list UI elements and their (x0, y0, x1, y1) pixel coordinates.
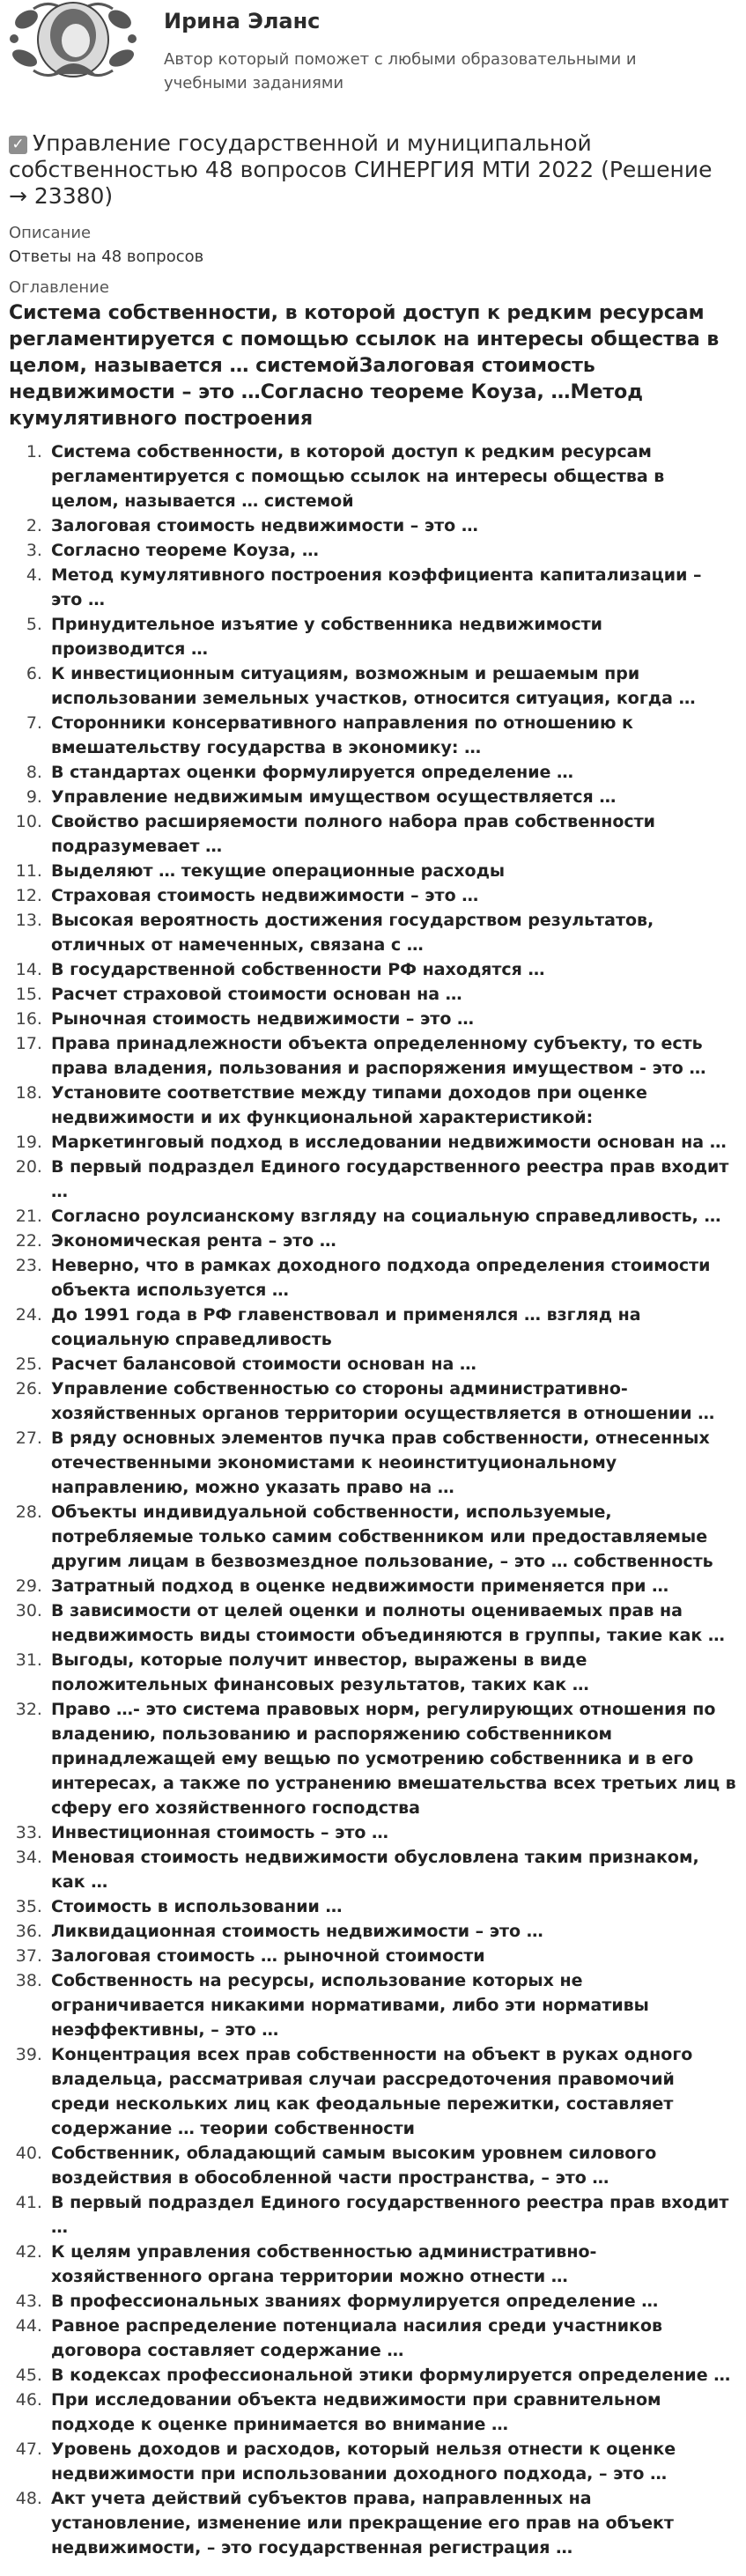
page-title-text: Управление государственной и муниципальной собственностью 48 вопросов СИНЕРГИЯ МТИ 2022 (Решение → 23380) (9, 130, 713, 209)
question-item: 1. Система собственности, в которой доступ к редким ресурсам регламентируется с помощью ссылок на интересы общества в целом, называется … системой (48, 439, 737, 513)
question-item: 36. Ликвидационная стоимость недвижимости – это … (48, 1919, 737, 1944)
question-item: 22. Экономическая рента – это … (48, 1229, 737, 1253)
question-item: 17. Права принадлежности объекта определенному субъекту, то есть права владения, пользования и распоряжения имуществом - это … (48, 1031, 737, 1081)
toc-label: Оглавление (9, 278, 109, 297)
question-item: 29. Затратный подход в оценке недвижимости применяется при … (48, 1574, 737, 1598)
question-item: 3. Согласно теореме Коуза, … (48, 538, 737, 563)
question-item: 2. Залоговая стоимость недвижимости – это … (48, 513, 737, 538)
question-item: 4. Метод кумулятивного построения коэффициента капитализации – это … (48, 563, 737, 612)
question-item: 32. Право …- это система правовых норм, регулирующих отношения по владению, пользованию и распоряжению собственником принадлежащей ему вещью по усмотрению собственника и в его интересах, а также по устранению вмешательства всех третьих лиц в сферу его хозяйственного господства (48, 1697, 737, 1820)
question-item: 46. При исследовании объекта недвижимости при сравнительном подходе к оценке принимается во внимание … (48, 2388, 737, 2437)
question-item: 21. Согласно роулсианскому взгляду на социальную справедливость, … (48, 1204, 737, 1229)
author-name[interactable]: Ирина Эланс (164, 9, 321, 33)
question-item: 48. Акт учета действий субъектов права, направленных на установление, изменение или прекращение его прав на объект недвижимости, – это государственная регистрация … (48, 2486, 737, 2560)
author-info (164, 0, 692, 95)
description-text: Ответы на 48 вопросов (9, 247, 204, 266)
question-item: 6. К инвестиционным ситуациям, возможным и решаемым при использовании земельных участков, относится ситуация, когда … (48, 661, 737, 711)
question-item: 13. Высокая вероятность достижения государством результатов, отличных от намеченных, связана с … (48, 908, 737, 957)
question-item: 7. Сторонники консервативного направления по отношению к вмешательству государства в экономику: … (48, 711, 737, 760)
question-item: 5. Принудительное изъятие у собственника недвижимости производится … (48, 612, 737, 661)
question-item: 11. Выделяют … текущие операционные расходы (48, 859, 737, 883)
question-item: 38. Собственность на ресурсы, использование которых не ограничивается никакими нормативами, либо эти нормативы неэффективны, – это … (48, 1968, 737, 2042)
page-title (9, 130, 737, 210)
question-item: 20. В первый подраздел Единого государственного реестра прав входит … (48, 1155, 737, 1204)
question-item: 14. В государственной собственности РФ находятся … (48, 957, 737, 982)
description-label: Описание (9, 224, 92, 242)
question-item: 26. Управление собственностью со стороны административно-хозяйственных органов территории осуществляется в отношении … (48, 1377, 737, 1426)
question-item: 35. Стоимость в использовании … (48, 1894, 737, 1919)
toc-summary: Система собственности, в которой доступ к редким ресурсам регламентируется с помощью ссылок на интересы общества в целом, называется … системойЗалоговая стоимость недвижимости – это …Согласно теореме Коуза, …Метод кумулятивного построения (9, 302, 720, 430)
question-item: 31. Выгоды, которые получит инвестор, выражены в виде положительных финансовых результатов, таких как … (48, 1648, 737, 1697)
question-item: 9. Управление недвижимым имуществом осуществляется … (48, 785, 737, 809)
question-item: 16. Рыночная стоимость недвижимости – это … (48, 1007, 737, 1031)
question-item: 8. В стандартах оценки формулируется определение … (48, 760, 737, 785)
question-item: 47. Уровень доходов и расходов, который нельзя отнести к оценке недвижимости при использовании доходного подхода, – это … (48, 2437, 737, 2486)
question-item: 10. Свойство расширяемости полного набора прав собственности подразумевает … (48, 809, 737, 859)
question-item: 30. В зависимости от целей оценки и полноты оцениваемых прав на недвижимость виды стоимости объединяются в группы, такие как … (48, 1598, 737, 1648)
question-item: 18. Установите соответствие между типами доходов при оценке недвижимости и их функциональной характеристикой: (48, 1081, 737, 1130)
question-list (9, 439, 737, 2560)
question-item: 43. В профессиональных званиях формулируется определение … (48, 2289, 737, 2314)
question-item: 12. Страховая стоимость недвижимости – это … (48, 883, 737, 908)
question-item: 45. В кодексах профессиональной этики формулируется определение … (48, 2363, 737, 2388)
question-item: 28. Объекты индивидуальной собственности, используемые, потребляемые только самим собственником или предоставляемые другим лицам в безвозмездное пользование, – это … собственность (48, 1500, 737, 1574)
question-item: 23. Неверно, что в рамках доходного подхода определения стоимости объекта используется … (48, 1253, 737, 1303)
question-item: 27. В ряду основных элементов пучка прав собственности, отнесенных отечественными экономистами к неоинституциональному направлению, можно указать право на … (48, 1426, 737, 1500)
checkbox-icon: ✓ (9, 136, 27, 154)
question-item: 24. До 1991 года в РФ главенствовал и применялся … взгляд на социальную справедливость (48, 1303, 737, 1352)
question-item: 40. Собственник, обладающий самым высоким уровнем силового воздействия в обособленной части пространства, – это … (48, 2141, 737, 2190)
question-item: 19. Маркетинговый подход в исследовании недвижимости основан на … (48, 1130, 737, 1155)
author-block (9, 0, 737, 92)
question-item: 25. Расчет балансовой стоимости основан на … (48, 1352, 737, 1377)
question-item: 41. В первый подраздел Единого государственного реестра прав входит … (48, 2190, 737, 2240)
question-item: 15. Расчет страховой стоимости основан на … (48, 982, 737, 1007)
author-avatar[interactable] (7, 0, 139, 79)
question-item: 42. К целям управления собственностью административно-хозяйственного органа территории можно отнести … (48, 2240, 737, 2289)
question-item: 37. Залоговая стоимость … рыночной стоимости (48, 1944, 737, 1968)
question-item: 33. Инвестиционная стоимость – это … (48, 1820, 737, 1845)
question-item: 39. Концентрация всех прав собственности на объект в руках одного владельца, рассматривая случаи рассредоточения правомочий среди нескольких лиц как феодальные пережитки, составляет содержание … теории собственности (48, 2042, 737, 2141)
question-item: 44. Равное распределение потенциала насилия среди участников договора составляет содержание … (48, 2314, 737, 2363)
author-description: Автор который поможет с любыми образовательными и учебными заданиями (164, 50, 637, 92)
question-item: 34. Меновая стоимость недвижимости обусловлена таким признаком, как … (48, 1845, 737, 1894)
